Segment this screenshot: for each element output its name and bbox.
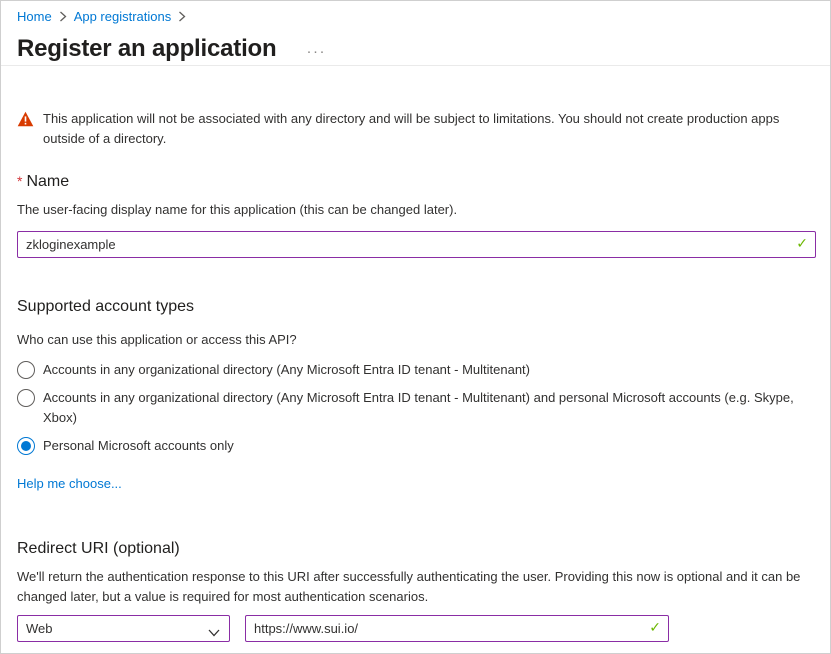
- account-type-radio-group: [17, 360, 814, 456]
- page-title: Register an application: [17, 35, 277, 62]
- redirect-uri-input[interactable]: [245, 615, 669, 642]
- chevron-right-icon: [178, 11, 186, 22]
- radio-option-any-org-and-personal[interactable]: [17, 388, 814, 428]
- name-input[interactable]: [17, 231, 816, 258]
- name-label-text: Name: [26, 173, 70, 190]
- radio-option-any-org-directory[interactable]: [17, 360, 814, 380]
- help-link-wrap: [17, 475, 814, 493]
- platform-select-value: Web: [26, 621, 53, 636]
- account-types-question: Who can use this application or access this API?: [17, 332, 297, 347]
- radio-label: Personal Microsoft accounts only: [43, 438, 234, 453]
- warning-banner: [17, 109, 814, 149]
- breadcrumb-link-app-registrations[interactable]: App registrations: [73, 9, 172, 24]
- redirect-uri-input-wrap: [245, 615, 669, 642]
- platform-select[interactable]: [17, 615, 230, 642]
- breadcrumb-link-home[interactable]: Home: [17, 9, 52, 24]
- chevron-right-icon: [59, 11, 67, 22]
- more-menu-icon[interactable]: ···: [306, 43, 326, 60]
- name-input-wrap: [17, 231, 816, 258]
- name-label: [17, 171, 814, 192]
- header-divider: [1, 65, 830, 66]
- breadcrumb: [17, 1, 814, 24]
- valid-checkmark-icon: ✓: [796, 235, 808, 251]
- radio-option-personal-only[interactable]: [17, 436, 814, 456]
- redirect-uri-row: [17, 615, 814, 642]
- help-me-choose-link[interactable]: Help me choose...: [17, 476, 122, 491]
- redirect-uri-description: We'll return the authentication response to this URI after successfully authenticating the user. Providing this now is optional and it can be changed later, but a value is required for most authentication scenarios.: [17, 569, 801, 604]
- valid-checkmark-icon: ✓: [649, 619, 661, 635]
- radio-circle-icon: [17, 361, 35, 379]
- required-asterisk: *: [17, 173, 23, 189]
- radio-circle-icon: [17, 437, 35, 455]
- redirect-uri-heading: Redirect URI (optional): [17, 540, 180, 557]
- radio-circle-icon: [17, 389, 35, 407]
- warning-text: This application will not be associated with any directory and will be subject to limitations. You should not create production apps outside of a directory.: [43, 111, 780, 146]
- chevron-down-icon: [208, 625, 220, 640]
- radio-label: Accounts in any organizational directory (Any Microsoft Entra ID tenant - Multitenant) and personal Microsoft accounts (e.g. Skype, Xbox): [43, 390, 794, 425]
- radio-label: Accounts in any organizational directory (Any Microsoft Entra ID tenant - Multitenant): [43, 362, 530, 377]
- warning-triangle-icon: [17, 111, 34, 127]
- name-description: The user-facing display name for this application (this can be changed later).: [17, 202, 458, 217]
- page-header: [17, 35, 814, 63]
- supported-account-types-heading: Supported account types: [17, 298, 195, 315]
